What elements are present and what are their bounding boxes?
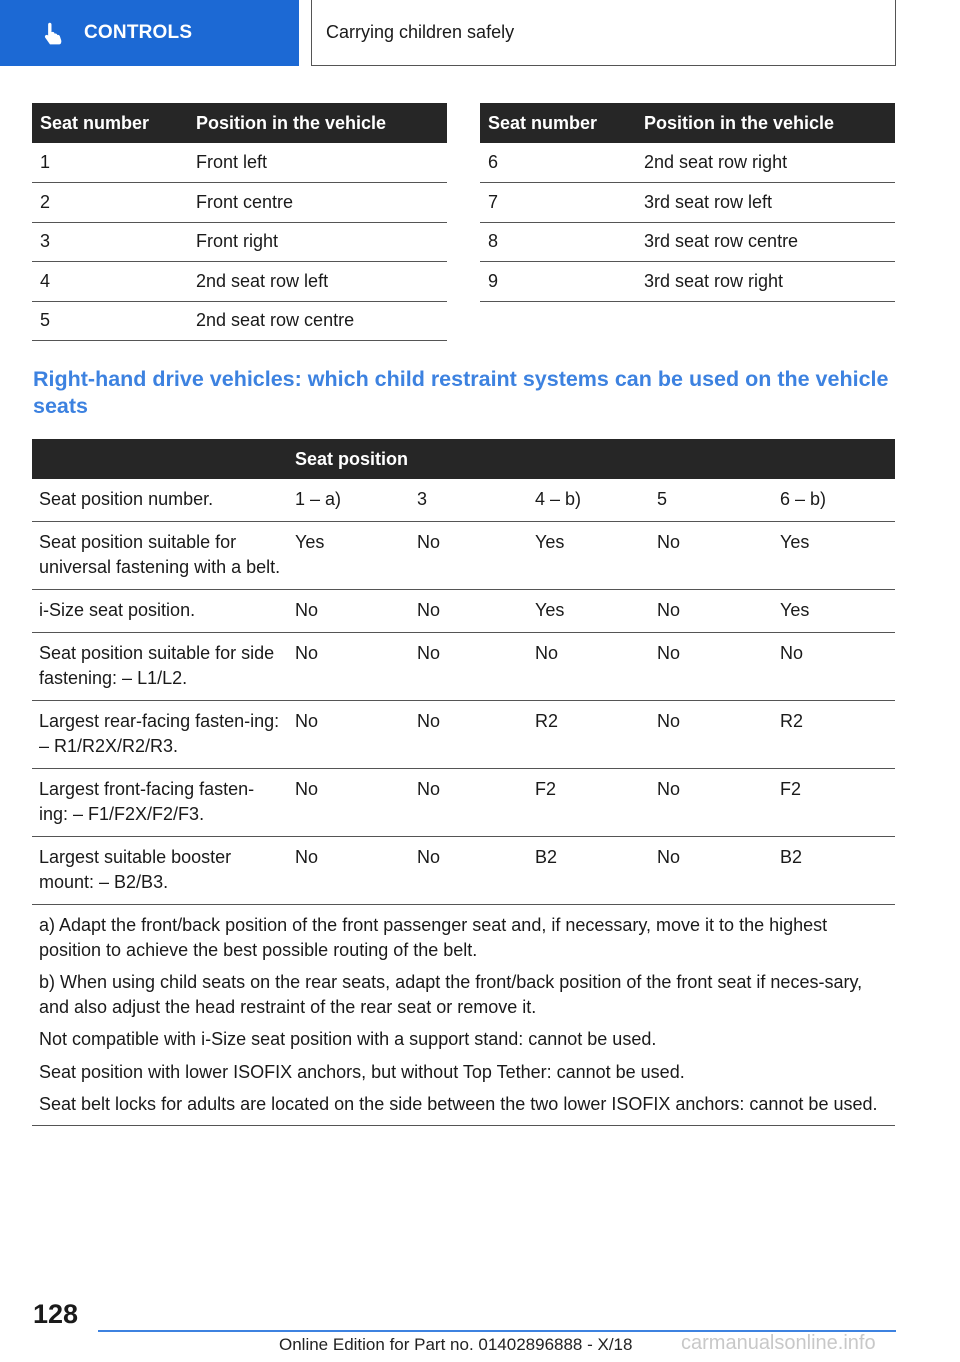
page-number: 128	[33, 1299, 79, 1329]
footnotes-row	[32, 905, 895, 1126]
watermark: carmanualsonline.info	[681, 1332, 876, 1354]
col-seat-number: Seat number	[32, 103, 188, 143]
table-row: 6 2nd seat row right	[480, 143, 895, 183]
table-row: 8 3rd seat row centre	[480, 222, 895, 262]
table-row: Seat position number. 1 – a) 3 4 – b) 5 6 – b)	[32, 479, 895, 522]
footnote: a) Adapt the front/back position of the front passenger seat and, if necessary, move it to the highest position to achieve the best possible routing of the belt.	[39, 915, 828, 960]
col-position: Position in the vehicle	[636, 103, 895, 143]
footnote: b) When using child seats on the rear seats, adapt the front/back position of the front seat if neces‐sary, and also adjust the head restraint of the rear seat or remove it.	[39, 972, 863, 1017]
col-seat-number: Seat number	[480, 103, 636, 143]
section-label: CONTROLS	[84, 22, 193, 43]
child-restraint-table	[32, 439, 895, 1126]
table-row: 9 3rd seat row right	[480, 262, 895, 302]
col-position: Position in the vehicle	[188, 103, 447, 143]
table-row: Largest front-facing fasten‐ing: – F1/F2X/F2/F3. No No F2 No F2	[32, 769, 895, 837]
footnote: Not compatible with i-Size seat position with a support stand: cannot be used.	[39, 1029, 657, 1049]
section-heading: Right-hand drive vehicles: which child restraint systems can be used on the vehicle seats	[33, 367, 889, 418]
edition-text: Online Edition for Part no. 01402896888 - X/18	[279, 1335, 633, 1354]
table-row: 4 2nd seat row left	[32, 262, 447, 302]
table-row: 3 Front right	[32, 222, 447, 262]
table-row: i-Size seat position. No No Yes No Yes	[32, 590, 895, 633]
seat-number-table-left	[32, 103, 447, 341]
footnotes	[32, 905, 895, 1126]
table-row: Largest rear-facing fasten‐ing: – R1/R2X/R2/R3. No No R2 No R2	[32, 701, 895, 769]
header-empty-cell	[32, 439, 288, 479]
table-row: Largest suitable booster mount: – B2/B3. No No B2 No B2	[32, 837, 895, 905]
table-row: Seat position suitable for universal fastening with a belt. Yes No Yes No Yes	[32, 522, 895, 590]
hand-pointer-icon	[40, 20, 66, 46]
footnote: Seat position with lower ISOFIX anchors, but without Top Tether: cannot be used.	[39, 1061, 685, 1082]
section-tab[interactable]	[0, 0, 299, 66]
table-row: 1 Front left	[32, 143, 447, 183]
table-row: 2 Front centre	[32, 183, 447, 223]
header-seat-position: Seat position	[288, 439, 895, 479]
seat-number-table-right	[480, 103, 895, 302]
footnote: Seat belt locks for adults are located on the side between the two lower ISOFIX anchors: cannot be used.	[39, 1094, 878, 1114]
table-row: 5 2nd seat row centre	[32, 301, 447, 341]
table-row: 7 3rd seat row left	[480, 183, 895, 223]
chapter-title: Carrying children safely	[311, 0, 896, 66]
table-row: Seat position suitable for side fastening: – L1/L2. No No No No No	[32, 633, 895, 701]
